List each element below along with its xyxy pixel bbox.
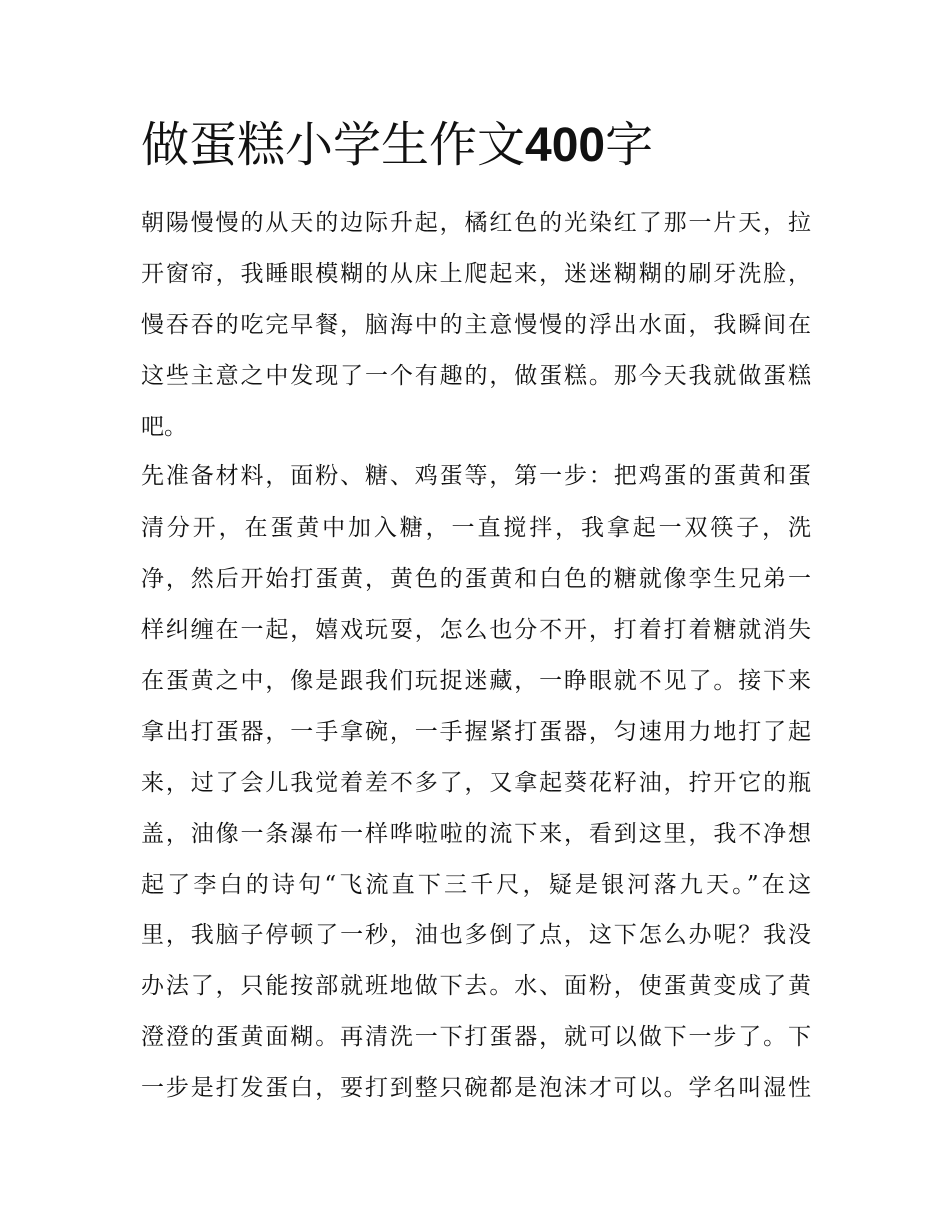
title-number: 400	[525, 119, 606, 172]
title-prefix: 做蛋糕小学生作文	[141, 117, 526, 173]
text-line: 办法了，只能按部就班地做下去。水、面粉，使蛋黄变成了黄	[141, 973, 811, 999]
title-suffix: 字	[605, 117, 654, 173]
text-line: 清分开，在蛋黄中加入糖，一直搅拌，我拿起一双筷子，洗	[141, 515, 811, 541]
text-line: 在蛋黄之中，像是跟我们玩捉迷藏，一睁眼就不见了。接下来	[141, 668, 811, 694]
text-line: 朝陽慢慢的从天的边际升起，橘红色的光染红了那一片天，拉	[141, 210, 811, 236]
text-line: 先准备材料，面粉、糖、鸡蛋等，第一步：把鸡蛋的蛋黄和蛋	[141, 463, 811, 489]
text-line: 慢吞吞的吃完早餐，脑海中的主意慢慢的浮出水面，我瞬间在	[141, 312, 811, 338]
text-line: 澄澄的蛋黄面糊。再清洗一下打蛋器，就可以做下一步了。下	[141, 1024, 811, 1050]
document-title	[141, 113, 653, 178]
text-line: 吧。	[141, 414, 187, 440]
text-line: 开窗帘，我睡眼模糊的从床上爬起来，迷迷糊糊的刷牙洗脸，	[141, 261, 811, 287]
text-line: 来，过了会儿我觉着差不多了，又拿起葵花籽油，拧开它的瓶	[141, 770, 811, 796]
text-line: 这些主意之中发现了一个有趣的，做蛋糕。那今天我就做蛋糕	[141, 363, 811, 389]
text-line: 一步是打发蛋白，要打到整只碗都是泡沫才可以。学名叫湿性	[141, 1075, 811, 1101]
text-line: 起了李白的诗句“飞流直下三千尺，疑是银河落九天。”在这	[141, 872, 811, 898]
text-line: 里，我脑子停顿了一秒，油也多倒了点，这下怎么办呢？我没	[141, 922, 811, 948]
text-line: 盖，油像一条瀑布一样哗啦啦的流下来，看到这里，我不净想	[141, 821, 811, 847]
text-line: 净，然后开始打蛋黄，黄色的蛋黄和白色的糖就像孪生兄弟一	[141, 566, 811, 592]
text-line: 样纠缠在一起，嬉戏玩耍，怎么也分不开，打着打着糖就消失	[141, 617, 811, 643]
text-line: 拿出打蛋器，一手拿碗，一手握紧打蛋器，匀速用力地打了起	[141, 719, 811, 745]
